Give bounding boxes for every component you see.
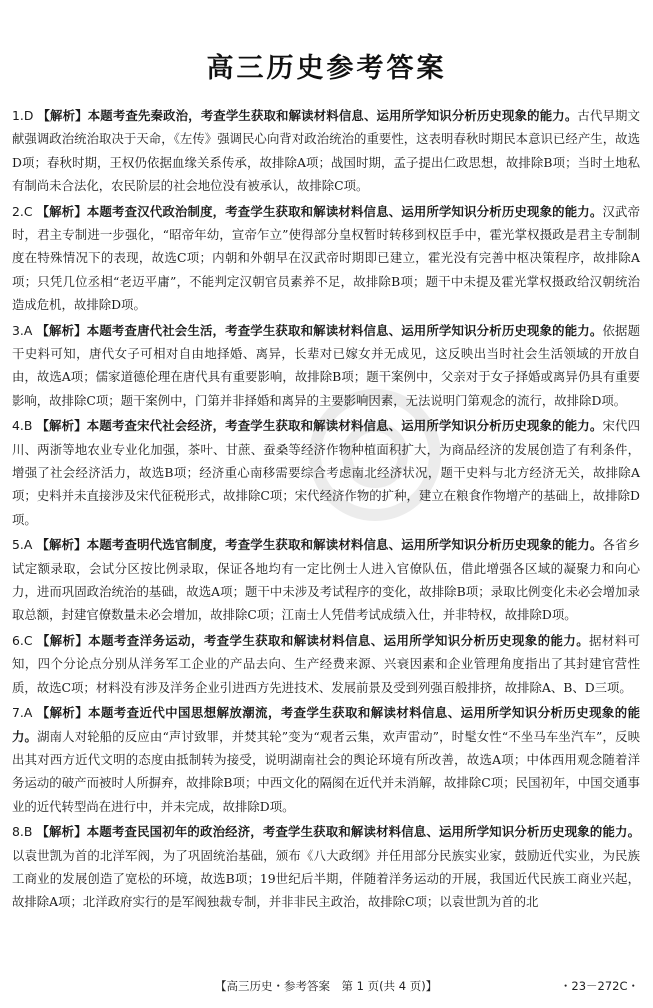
answer-item [12, 701, 640, 817]
answer-number: 2. [12, 203, 24, 219]
analysis-lead: 本题考查汉代政治制度，考查学生获取和解读材料信息、运用所学知识分析历史现象的能力。 [86, 203, 603, 219]
answer-item [12, 629, 640, 699]
answer-item [12, 414, 640, 530]
analysis-tag: 【解析】 [36, 322, 87, 338]
analysis-lead: 本题考查洋务运动，考查学生获取和解读材料信息、运用所学知识分析历史现象的能力。 [88, 633, 590, 649]
answer-choice: A [23, 705, 33, 721]
answer-number: 3. [12, 322, 24, 338]
analysis-lead: 本题考查明代选官制度，考查学生获取和解读材料信息、运用所学知识分析历史现象的能力。 [86, 537, 603, 553]
answer-list [12, 104, 640, 916]
analysis-body: 据材料可知，四个分论点分别从洋务军工企业的产品去向、生产经费来源、兴衰因素和企业管理角度指出了其封建官营性质，故选C项；材料没有涉及洋务企业引进西方先进技术、发展前景及受到列强百般排挤，故排除A、B、D三项。 [12, 633, 640, 695]
footer-code: ・23－272C・ [559, 979, 639, 993]
answer-number: 4. [12, 418, 24, 434]
answer-choice: B [23, 418, 33, 434]
analysis-body: 宋代四川、两浙等地农业专业化加强，茶叶、甘蔗、蚕桑等经济作物种植面积扩大，为商品经济的发展创造了有利条件，增强了社会经济活力，故选B项；经济重心南移需要综合考虑南北经济状况，题干史料与北方经济无关，故排除A项；史料并未直接涉及宋代征税形式，故排除C项；宋代经济作物的扩种，建立在粮食作物增产的基础上，故排除D项。 [12, 418, 641, 527]
answer-item [12, 533, 640, 626]
answer-number: 1. [12, 108, 24, 123]
answer-item [12, 200, 640, 316]
analysis-body: 各省乡试定额录取，会试分区按比例录取，保证各地均有一定比例士人进入官僚队伍，借此增强各区域的凝聚力和向心力，进而巩固政治统治的基础，故选A项；题干中未涉及考试程序的变化，故排除B项；录取比例变化未必会增加录取总额，封建官僚数量未必会增加，故排除C项；江南士人凭借考试成绩入仕，并非特权，故排除D项。 [12, 537, 641, 623]
answer-choice: C [23, 633, 33, 649]
answer-item [12, 319, 640, 412]
analysis-lead: 本题考查先秦政治，考查学生获取和解读材料信息、运用所学知识分析历史现象的能力。 [87, 108, 578, 123]
analysis-tag: 【解析】 [36, 824, 87, 840]
analysis-tag: 【解析】 [36, 418, 87, 434]
analysis-lead: 本题考查唐代社会生活，考查学生获取和解读材料信息、运用所学知识分析历史现象的能力。 [86, 322, 603, 338]
answer-number: 8. [12, 824, 24, 840]
analysis-body: 以袁世凯为首的北洋军阀，为了巩固统治基础，颁布《八大政纲》并任用部分民族实业家，鼓励近代实业，为民族工商业的发展创造了宽松的环境，故选B项；19世纪后半期，伴随着洋务运动的开展，我国近代民族工商业兴起，故排除A项；北洋政府实行的是军阀独裁专制，并非非民主政治，故排除C项；以袁世凯为首的北 [12, 847, 640, 910]
analysis-body: 汉武帝时，君主专制进一步强化，“昭帝年幼，宣帝乍立”使得部分皇权暂时转移到权臣手中，霍光掌权摄政是君主专制制度在特殊情况下的表现，故选C项；内朝和外朝早在汉武帝时期即已建立，霍光没有完善中枢决策程序，故排除A项；只凭几位丞相“老迈平庸”，不能判定汉朝官员素养不足，故排除B项；题干中未提及霍光掌权摄政给汉朝统治造成危机，故排除D项。 [12, 203, 640, 312]
answer-choice: D [23, 108, 34, 123]
analysis-tag: 【解析】 [36, 633, 89, 649]
answer-choice: B [23, 824, 33, 840]
analysis-tag: 【解析】 [36, 203, 87, 219]
answer-number: 5. [12, 537, 24, 553]
answer-choice: C [23, 203, 33, 219]
answer-number: 6. [12, 633, 24, 649]
answer-choice: A [23, 537, 33, 553]
page-title: 高三历史参考答案 [206, 53, 447, 84]
analysis-lead: 本题考查民国初年的政治经济，考查学生获取和解读材料信息、运用所学知识分析历史现象的能力。 [86, 824, 641, 840]
analysis-tag: 【解析】 [36, 705, 89, 721]
answer-number: 7. [12, 705, 24, 721]
analysis-lead: 本题考查近代中国思想解放潮流，考查学生获取和解读材料信息、运用所学知识分析历史现象的能力。 [12, 705, 641, 744]
answer-choice: A [23, 322, 33, 338]
analysis-body: 古代早期文献强调政治统治取决于天命，《左传》强调民心向背对政治统治的重要性，这表明春秋时期民本意识已经产生，故选D项；春秋时期，王权仍依据血缘关系传承，故排除A项；战国时期，孟子提出仁政思想，故排除B项；当时土地私有制尚未合法化，农民阶层的社会地位没有被承认，故排除C项。 [12, 108, 641, 193]
answer-item [12, 104, 640, 197]
analysis-lead: 本题考查宋代社会经济，考查学生获取和解读材料信息、运用所学知识分析历史现象的能力。 [86, 418, 603, 434]
answer-item [12, 820, 640, 913]
analysis-tag: 【解析】 [37, 108, 88, 123]
analysis-body: 湖南人对轮船的反应由“声讨致罪，并焚其轮”变为“观者云集，欢声雷动”，时髦女性“不坐马车坐汽车”，反映出其对西方近代文明的态度由抵制转为接受，说明湖南社会的舆论环境有所改善，故选A项；中体西用观念随着洋务运动的破产而被时人所摒弃，故排除B项；中西文化的隔阂在近代并未消解，故排除C项；民国初年，中国交通事业的近代转型尚在进行中，并未完成，故排除D项。 [12, 728, 640, 814]
analysis-tag: 【解析】 [36, 537, 87, 553]
analysis-body: 依据题干史料可知，唐代女子可相对自由地择婚、离异，长辈对已嫁女并无成见，这反映出当时社会生活领域的开放自由，故选A项；儒家道德伦理在唐代具有重要影响，故排除B项；题干案例中，父亲对于女子择婚或离异仍具有重要影响，故排除C项；题干案例中，门第并非择婚和离异的主要影响因素，无法说明门第观念的流行，故排除D项。 [12, 322, 641, 408]
footer-page-info: 【高三历史・参考答案 第 1 页(共 4 页)】 [215, 979, 438, 993]
